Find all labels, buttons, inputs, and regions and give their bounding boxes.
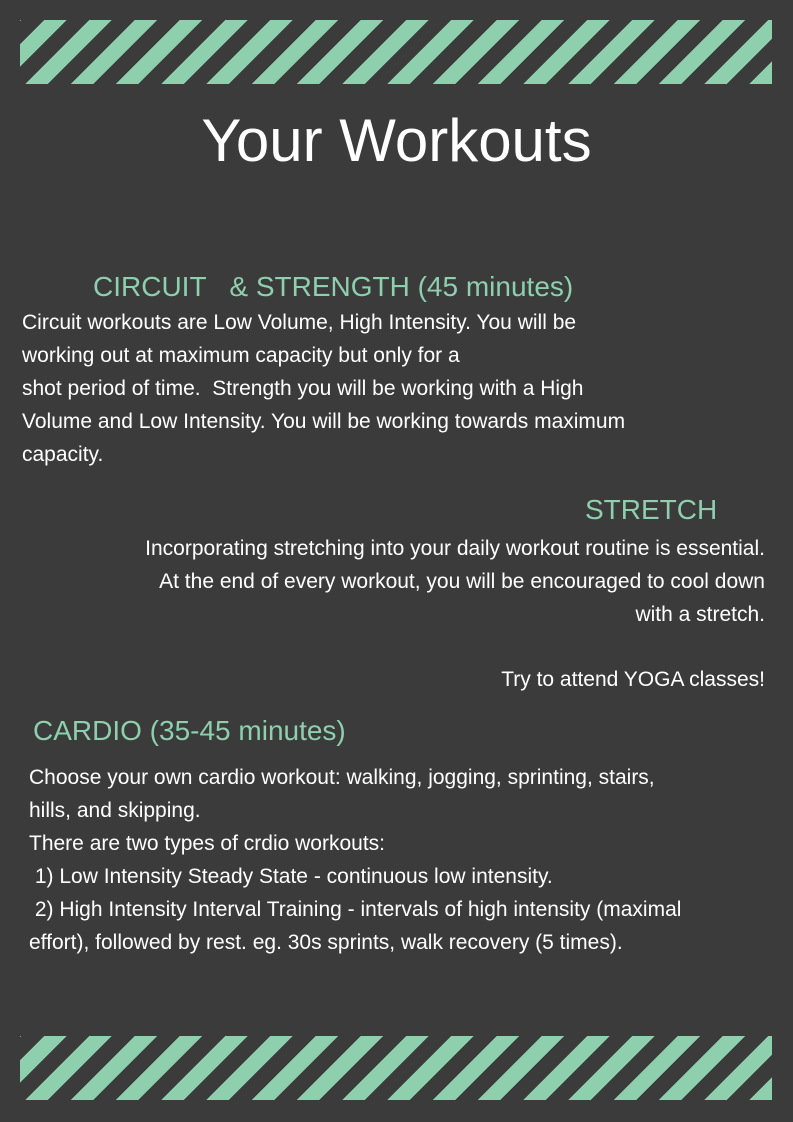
stretch-line: Incorporating stretching into your daily workout routine is essential. [145,537,765,560]
bottom-stripe-border [20,1036,772,1100]
cardio-line: There are two types of crdio workouts: [29,832,385,855]
page-title: Your Workouts [201,107,592,174]
cardio-line: Choose your own cardio workout: walking, jogging, sprinting, stairs, [29,766,655,789]
top-stripe-border [20,20,772,84]
cardio-line: 2) High Intensity Interval Training - intervals of high intensity (maximal [29,898,682,921]
cardio-description [29,761,779,959]
circuit-line: shot period of time. Strength you will be working with a High [22,377,584,400]
circuit-line: working out at maximum capacity but only for a [22,344,460,367]
stretch-line: with a stretch. [635,603,765,626]
circuit-strength-description [22,306,782,471]
circuit-strength-heading: CIRCUIT & STRENGTH (45 minutes) [93,271,574,302]
stretch-heading: STRETCH [585,494,718,525]
cardio-line: hills, and skipping. [29,799,201,822]
circuit-line: Volume and Low Intensity. You will be working towards maximum [22,410,626,433]
cardio-line: effort), followed by rest. eg. 30s sprints, walk recovery (5 times). [29,931,623,954]
cardio-line: 1) Low Intensity Steady State - continuous low intensity. [29,865,553,888]
circuit-line: capacity. [22,443,104,466]
circuit-line: Circuit workouts are Low Volume, High Intensity. You will be [22,311,577,334]
cardio-heading: CARDIO (35-45 minutes) [33,715,346,746]
yoga-note: Try to attend YOGA classes! [501,668,765,691]
stretch-line: At the end of every workout, you will be encouraged to cool down [159,570,765,593]
stretch-description [0,532,765,631]
